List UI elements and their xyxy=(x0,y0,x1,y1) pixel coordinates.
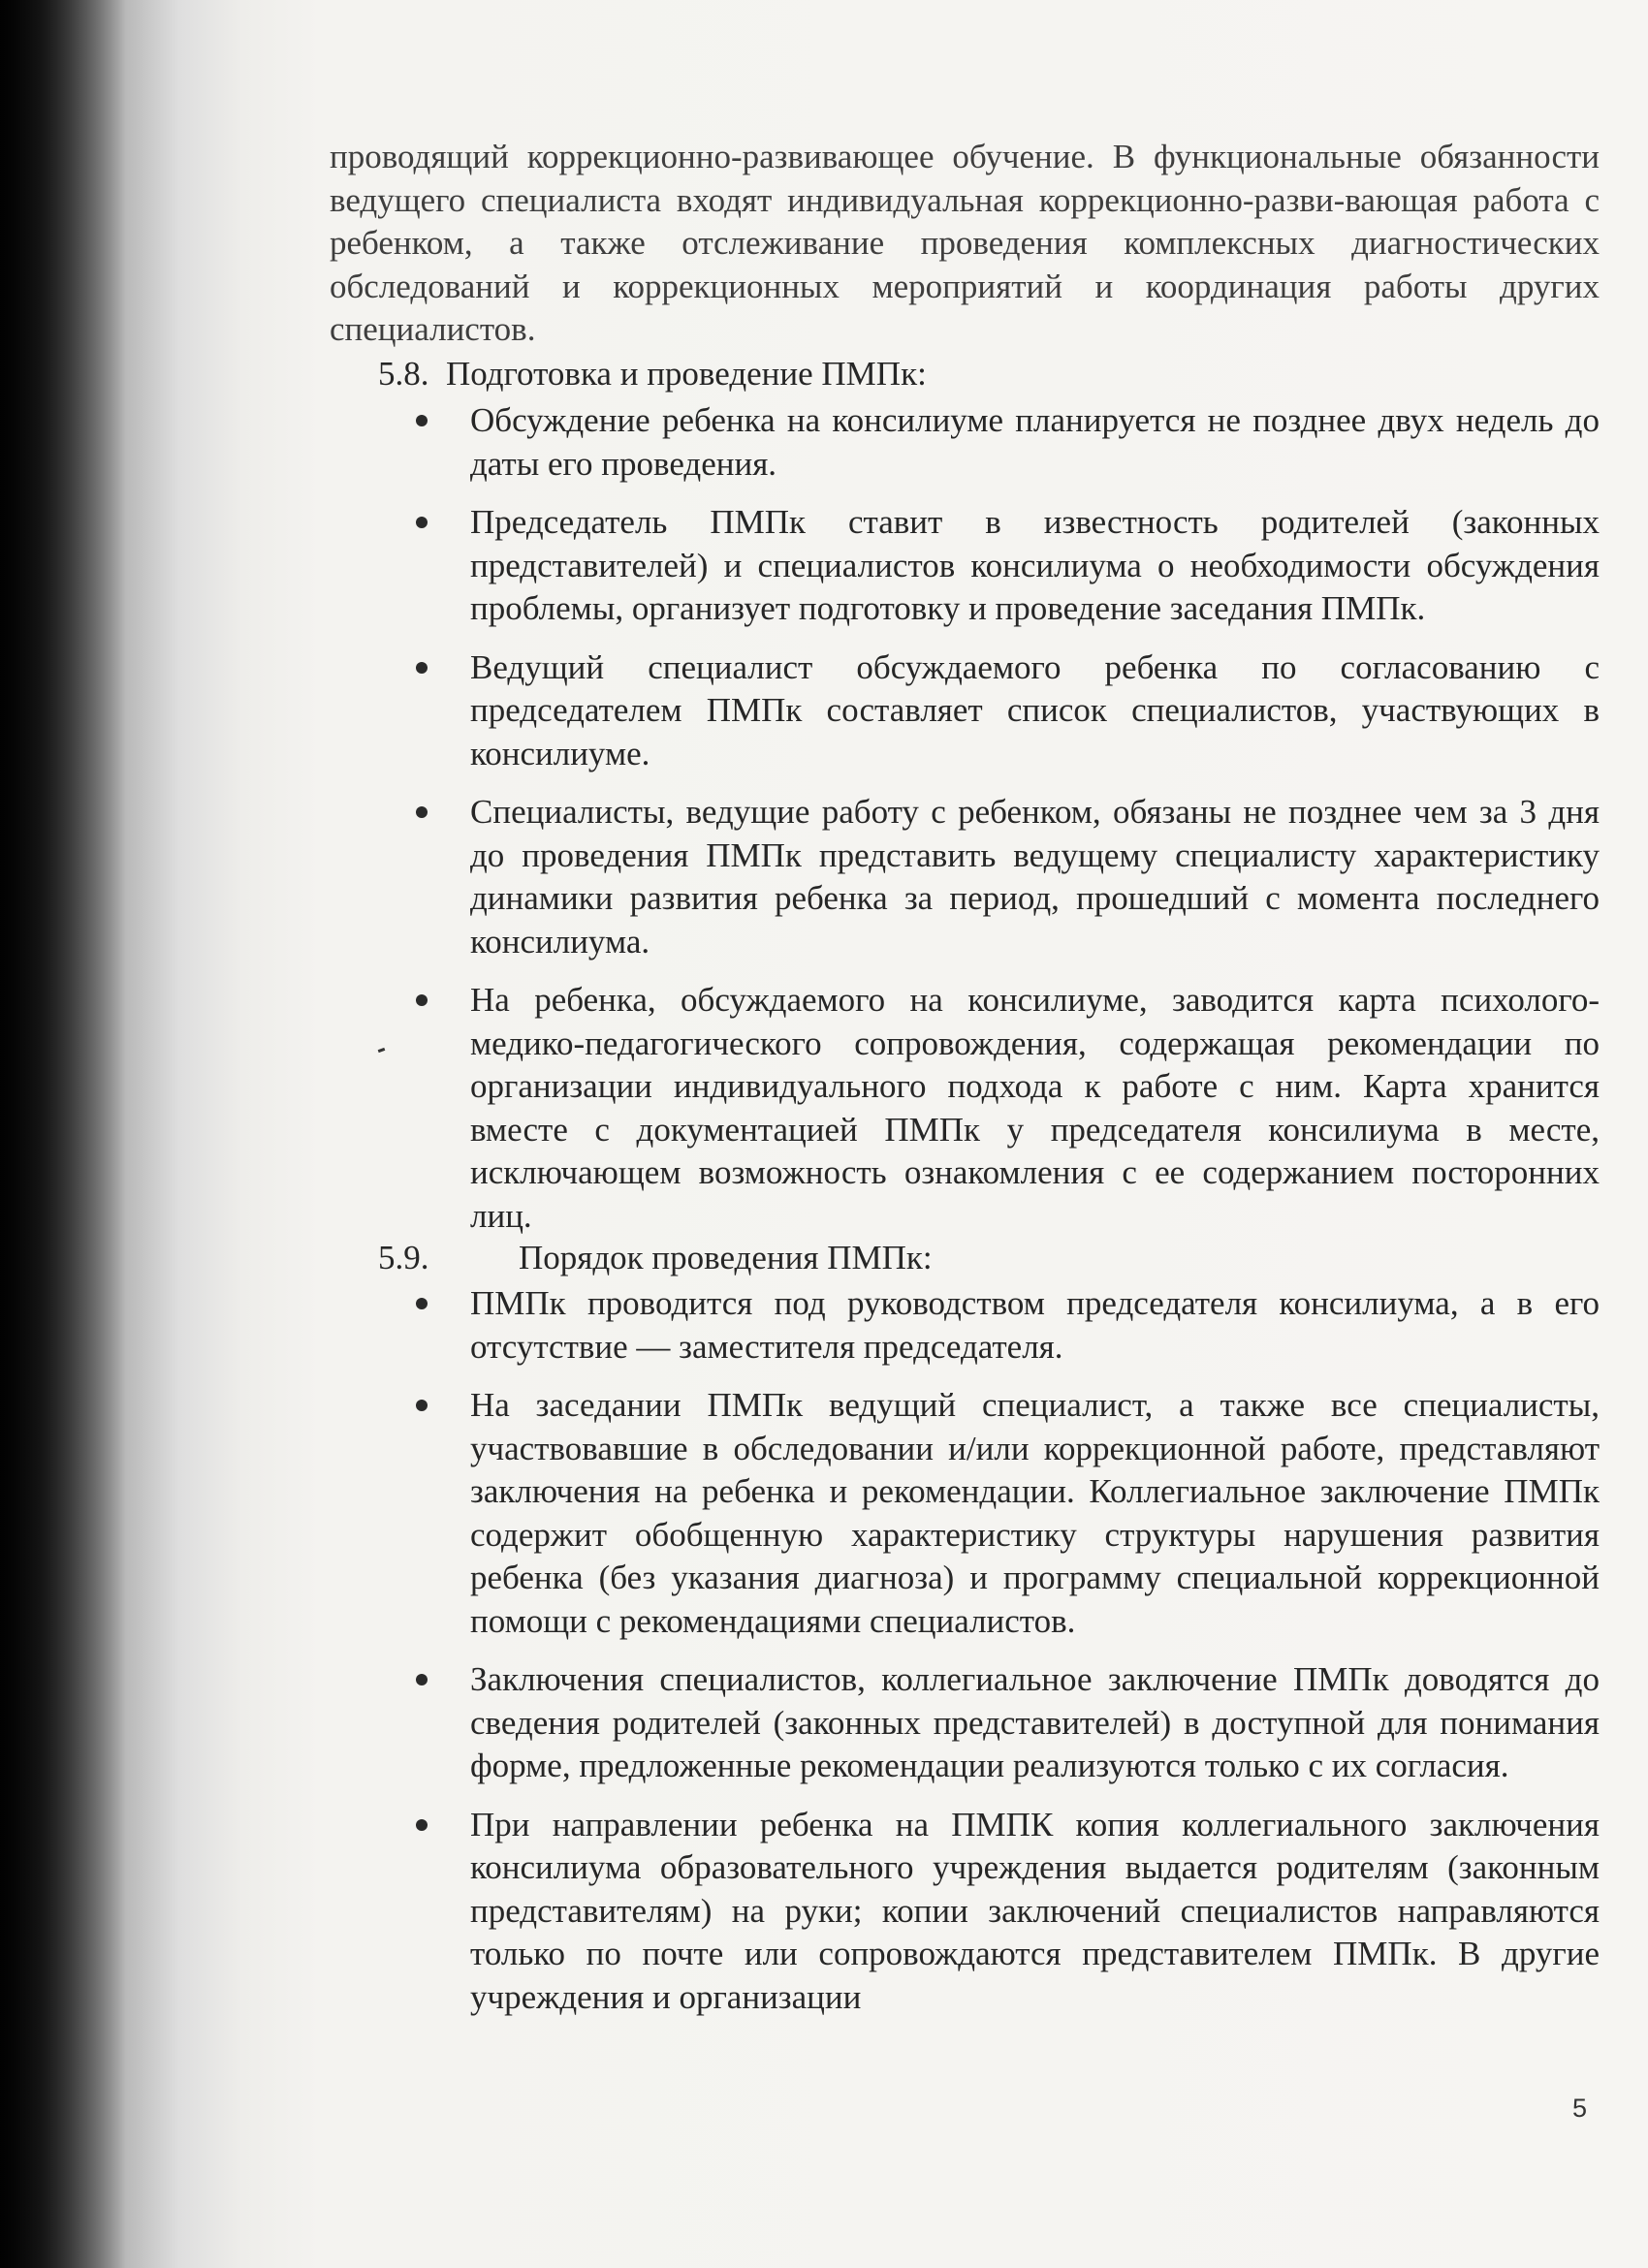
list-item-text: Обсуждение ребенка на консилиуме планируется не позднее двух недель до даты его проведения. xyxy=(470,401,1600,483)
list-item-text: Заключения специалистов, коллегиальное заключение ПМПк доводятся до сведения родителей (законных представителей) в доступной для понимания форме, предложенные рекомендации реализуются только с их согласия. xyxy=(470,1660,1600,1784)
list-item xyxy=(330,1804,1600,2020)
page-number: 5 xyxy=(1572,2094,1588,2123)
list-item xyxy=(330,791,1600,963)
bullet-icon xyxy=(416,415,428,426)
list-item xyxy=(330,1384,1600,1643)
list-item-text: На заседании ПМПк ведущий специалист, а также все специалисты, участвовавшие в обследовании и/или коррекционной работе, представляют заключения на ребенка и рекомендации. Коллегиальное заключение ПМПк содержит обобщенную характеристику структуры нарушения развития ребенка (без указания диагноза) и программу специальной коррекционной помощи с рекомендациями специалистов. xyxy=(470,1386,1600,1640)
list-item xyxy=(330,646,1600,776)
section-number: 5.8. xyxy=(378,355,429,393)
list-item xyxy=(330,1282,1600,1369)
list-item-text: На ребенка, обсуждаемого на консилиуме, заводится карта психолого-медико-педагогического сопровождения, содержащая рекомендации по организации индивидуального подхода к работе с ним. Карта хранится вместе с документацией ПМПк у председателя консилиума в месте, исключающем возможность ознакомления с ее содержанием посторонних лиц. xyxy=(470,981,1600,1235)
list-item-text: ПМПк проводится под руководством председателя консилиума, а в его отсутствие — заместителя председателя. xyxy=(470,1284,1600,1366)
bullet-icon xyxy=(416,1400,428,1411)
section-5-8-heading xyxy=(378,353,927,396)
intro-paragraph: проводящий коррекционно-развивающее обучение. В функциональные обязанности ведущего специалиста входят индивидуальная коррекционно-разви-вающая работа с ребенком, а также отслеживание проведения комплексных диагностических обследований и коррекционных мероприятий и координация работы других специалистов. xyxy=(330,138,1600,348)
list-item xyxy=(330,1658,1600,1788)
list-item-text: Ведущий специалист обсуждаемого ребенка по согласованию с председателем ПМПк составляет список специалистов, участвующих в консилиуме. xyxy=(470,647,1600,772)
list-item xyxy=(330,399,1600,486)
list-item xyxy=(330,979,1600,1238)
section-5-9-list xyxy=(330,1282,1600,2019)
section-number: 5.9. xyxy=(378,1239,429,1276)
list-item-text: Специалисты, ведущие работу с ребенком, обязаны не позднее чем за 3 дня до проведения ПМПк представить ведущему специалисту характеристику динамики развития ребенка за период, прошедший с момента последнего консилиума. xyxy=(470,793,1600,961)
bullet-icon xyxy=(416,994,428,1006)
bullet-icon xyxy=(416,1298,428,1309)
bullet-icon xyxy=(416,662,428,674)
bullet-icon xyxy=(416,517,428,528)
section-5-8-list xyxy=(330,399,1600,1238)
section-title: Подготовка и проведение ПМПк: xyxy=(446,355,927,393)
section-5-9-heading xyxy=(378,1237,933,1280)
binding-shadow xyxy=(0,0,126,2268)
list-item-text: При направлении ребенка на ПМПК копия коллегиального заключения консилиума образовательного учреждения выдается родителям (законным представителям) на руки; копии заключений специалистов направляются только по почте или сопровождаются представителем ПМПк. В другие учреждения и организации xyxy=(470,1805,1600,2016)
bullet-icon xyxy=(416,1674,428,1685)
list-item-text: Председатель ПМПк ставит в известность родителей (законных представителей) и специалистов консилиума о необходимости обсуждения проблемы, организует подготовку и проведение заседания ПМПк. xyxy=(470,503,1600,627)
section-title: Порядок проведения ПМПк: xyxy=(519,1239,933,1276)
list-item xyxy=(330,501,1600,631)
bullet-icon xyxy=(416,1819,428,1831)
bullet-icon xyxy=(416,806,428,818)
